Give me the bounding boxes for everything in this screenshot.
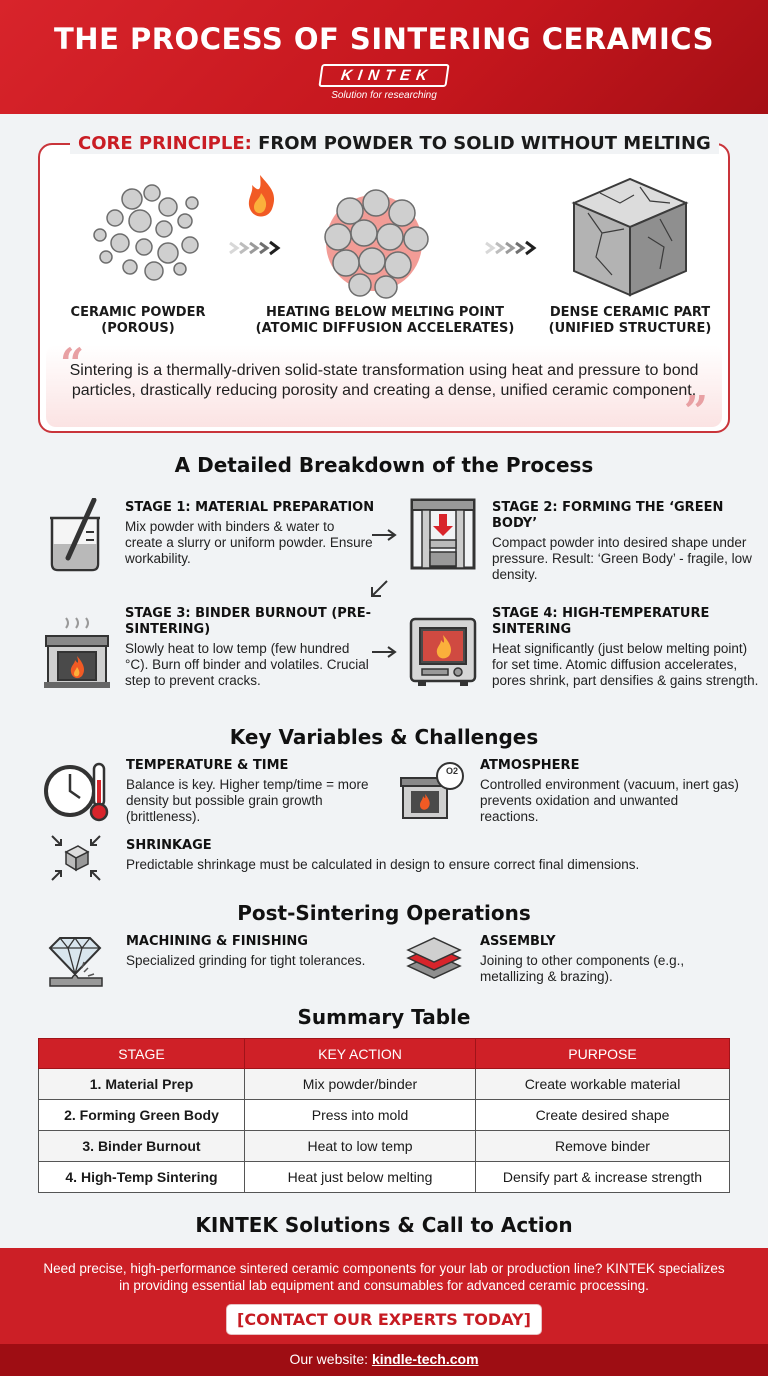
arrow-down-left-icon	[368, 578, 390, 600]
table-row	[39, 1100, 730, 1131]
page-footer	[0, 1344, 768, 1376]
website-label: Our website:	[289, 1351, 369, 1367]
quote-text: Sintering is a thermally-driven solid-state transformation using heat and pressure to bond particles, drastically reducing porosity and creating a dense, unified ceramic component.	[69, 362, 699, 399]
table-header-row	[39, 1039, 730, 1069]
table-cell: Mix powder/binder	[245, 1069, 476, 1100]
table-cell: Heat just below melting	[245, 1162, 476, 1193]
flame-icon	[249, 175, 274, 217]
arrow-icon	[230, 242, 278, 254]
shrinkage-icon	[48, 832, 104, 884]
table-cell: 2. Forming Green Body	[39, 1100, 245, 1131]
variable-atmosphere: ATMOSPHERE Controlled environment (vacuum, inert gas) prevents oxidation and unwanted reactions.	[480, 758, 739, 824]
press-icon	[408, 496, 478, 572]
heated-particles-icon	[325, 190, 428, 298]
arrow-right-icon	[370, 528, 398, 542]
cta-text: Need precise, high-performance sintered ceramic components for your lab or production line? KINTEK specializes in providing essential lab equipment and consumables for advanced ceramic processing.	[43, 1261, 725, 1293]
table-cell: Press into mold	[245, 1100, 476, 1131]
beaker-icon	[46, 498, 106, 574]
open-quote-icon: “	[60, 339, 85, 388]
assembly-layers-icon	[404, 936, 464, 982]
logo-tagline: Solution for researching	[331, 90, 437, 101]
stage-4: STAGE 4: HIGH-TEMPERATURE SINTERING Heat significantly (just below melting point) for set time. Atomic diffusion accelerates, pores shrink, part densifies & gains strength.	[492, 606, 759, 688]
table-cell: Remove binder	[476, 1131, 730, 1162]
diamond-grinding-icon	[46, 932, 106, 988]
table-cell: Heat to low temp	[245, 1131, 476, 1162]
table-cell: Create workable material	[476, 1069, 730, 1100]
dense-ceramic-cube-icon	[574, 179, 686, 295]
variable-shrinkage: SHRINKAGE Predictable shrinkage must be calculated in design to ensure correct final dimensions.	[126, 838, 640, 872]
table-cell: 3. Binder Burnout	[39, 1131, 245, 1162]
cta-heading: KINTEK Solutions & Call to Action	[195, 1213, 573, 1237]
post-assembly: ASSEMBLY Joining to other components (e.g., metallizing & brazing).	[480, 934, 685, 984]
core-quote	[46, 339, 722, 436]
post-machining: MACHINING & FINISHING Specialized grinding for tight tolerances.	[126, 934, 366, 968]
arrow-icon	[486, 242, 534, 254]
stage-3: STAGE 3: BINDER BURNOUT (PRE-SINTERING) Slowly heat to low temp (few hundred °C). Burn off binder and volatiles. Crucial step to prevent cracks.	[125, 606, 372, 688]
table-cell: 4. High-Temp Sintering	[39, 1162, 245, 1193]
stage-1: STAGE 1: MATERIAL PREPARATION Mix powder with binders & water to create a slurry or uniform powder. Ensure workability.	[125, 500, 375, 566]
column-header: STAGE	[39, 1039, 245, 1069]
kiln-icon	[42, 614, 112, 690]
variables-heading: Key Variables & Challenges	[229, 725, 539, 749]
post-heading: Post-Sintering Operations	[237, 901, 531, 925]
column-header: KEY ACTION	[245, 1039, 476, 1069]
stage-2: STAGE 2: FORMING THE ‘GREEN BODY’ Compact powder into desired shape under pressure. Result: ‘Green Body’ - fragile, low density.	[492, 500, 752, 582]
step-label-powder: CERAMIC POWDER (POROUS)	[70, 305, 206, 336]
kintek-logo	[319, 64, 449, 101]
cta-banner	[0, 1248, 768, 1344]
ceramic-powder-icon	[94, 185, 198, 280]
close-quote-icon: ”	[683, 387, 708, 436]
contact-experts-button[interactable]: [CONTACT OUR EXPERTS TODAY]	[226, 1304, 542, 1335]
breakdown-heading: A Detailed Breakdown of the Process	[174, 453, 594, 477]
table-cell: 1. Material Prep	[39, 1069, 245, 1100]
table-cell: Densify part & increase strength	[476, 1162, 730, 1193]
step-label-heating: HEATING BELOW MELTING POINT (ATOMIC DIFFUSION ACCELERATES)	[255, 305, 515, 336]
summary-heading: Summary Table	[297, 1005, 471, 1029]
page-header	[0, 0, 768, 114]
o2-label: O2	[445, 766, 458, 776]
core-title-highlight: CORE PRINCIPLE:	[78, 133, 252, 154]
variable-temperature-time: TEMPERATURE & TIME Balance is key. Higher temp/time = more density but possible grain growth (brittleness).	[126, 758, 369, 824]
core-principle-title	[70, 133, 719, 154]
website-link[interactable]: kindle-tech.com	[371, 1351, 479, 1367]
page-title: THE PROCESS OF SINTERING CERAMICS	[54, 22, 714, 56]
table-row	[39, 1131, 730, 1162]
summary-table	[38, 1038, 730, 1193]
column-header: PURPOSE	[476, 1039, 730, 1069]
step-label-dense: DENSE CERAMIC PART (UNIFIED STRUCTURE)	[548, 305, 712, 336]
table-cell: Create desired shape	[476, 1100, 730, 1131]
process-illustration	[40, 163, 732, 303]
table-row	[39, 1069, 730, 1100]
core-title-text: FROM POWDER TO SOLID WITHOUT MELTING	[258, 133, 711, 154]
table-row	[39, 1162, 730, 1193]
core-principle-panel	[38, 133, 730, 436]
clock-thermometer-icon	[42, 760, 112, 822]
arrow-right-icon	[370, 645, 398, 659]
furnace-icon	[408, 616, 478, 688]
logo-wordmark: KINTEK	[318, 64, 449, 87]
